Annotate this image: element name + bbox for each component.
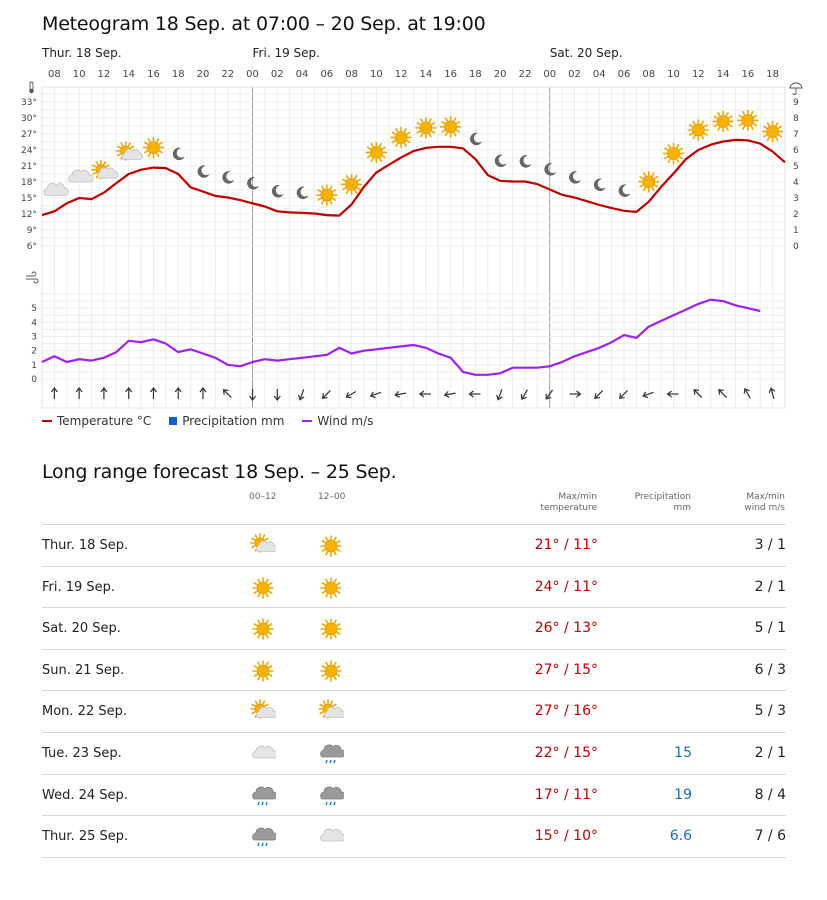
table-row: [42, 774, 786, 816]
wind-direction-arrow: [274, 389, 280, 400]
temp-tick: 6°: [26, 242, 37, 252]
row-temperature: 17° / 11°: [534, 786, 598, 803]
sun-icon: [250, 575, 276, 601]
hour-tick: 20: [493, 69, 507, 80]
row-temperature: 27° / 16°: [534, 703, 598, 720]
sun-icon: [738, 110, 758, 130]
hour-tick: 12: [97, 69, 111, 80]
hour-tick: 18: [469, 69, 482, 80]
precip-tick: 3: [793, 194, 799, 204]
wind-direction-arrow: [175, 388, 181, 399]
legend-precipitation-label: Precipitation mm: [182, 414, 285, 428]
wind-icon: [26, 272, 38, 283]
row-temperature: 21° / 11°: [534, 537, 598, 553]
row-day: Thur. 25 Sep.: [42, 829, 129, 845]
temp-tick: 21°: [21, 162, 37, 172]
partly-sunny-icon: [318, 699, 344, 725]
sun-icon: [317, 185, 337, 205]
row-day: Wed. 24 Sep.: [42, 787, 128, 803]
row-wind: 5 / 3: [754, 703, 786, 720]
wind-tick: 3: [31, 332, 37, 343]
hour-tick: 10: [667, 69, 680, 80]
long-range-title: Long range forecast 18 Sep. – 25 Sep.: [42, 461, 397, 483]
sun-icon: [713, 111, 733, 131]
temp-tick: 33°: [21, 98, 37, 108]
day-label: Thur. 18 Sep.: [42, 46, 122, 60]
hour-tick: 08: [642, 69, 656, 80]
cloud-icon: [250, 741, 276, 767]
table-row: [42, 607, 786, 649]
col-header-temperature: [540, 492, 597, 514]
partly-sunny-icon: [250, 699, 276, 725]
meteogram-title: Meteogram 18 Sep. at 07:00 – 20 Sep. at 19:00: [42, 13, 486, 35]
temp-tick: 30°: [21, 114, 37, 124]
grid: [42, 87, 785, 408]
sun-icon: [664, 143, 684, 163]
col-header-12-00: 12–00: [318, 492, 346, 502]
sun-icon: [639, 172, 659, 192]
wind-direction-arrow: [250, 389, 256, 400]
meteogram-chart: [0, 40, 827, 412]
rain-cloud-icon: [318, 783, 344, 809]
chart-legend: [42, 414, 373, 428]
table-row: [42, 649, 786, 691]
hour-tick: 00: [246, 69, 259, 80]
wind-direction-arrow: [76, 388, 82, 399]
legend-precipitation: [169, 414, 284, 428]
precip-tick: 6: [793, 146, 799, 156]
precip-tick: 2: [793, 210, 799, 220]
legend-wind: [302, 414, 373, 428]
partly-sunny-icon: [92, 161, 118, 179]
umbrella-icon: [790, 83, 802, 95]
row-wind: 3 / 1: [754, 537, 786, 553]
row-wind: 6 / 3: [754, 661, 786, 678]
col-header-precipitation-line1: Precipitation: [634, 492, 691, 502]
row-wind: 7 / 6: [754, 828, 786, 845]
row-wind: 8 / 4: [754, 786, 786, 803]
row-day: Sun. 21 Sep.: [42, 662, 125, 678]
cloud-icon: [69, 170, 93, 182]
sun-icon: [391, 127, 411, 147]
temp-tick: 9°: [26, 226, 37, 236]
partly-sunny-icon: [250, 533, 276, 559]
sun-icon: [763, 122, 783, 142]
row-day: Fri. 19 Sep.: [42, 579, 116, 595]
day-label: Sat. 20 Sep.: [549, 46, 623, 60]
partly-sunny-icon: [117, 142, 143, 160]
temp-tick: 12°: [21, 210, 37, 220]
sun-icon: [416, 118, 436, 138]
row-day: Thur. 18 Sep.: [42, 538, 129, 553]
col-header-precipitation: [635, 492, 691, 514]
sun-icon: [318, 575, 344, 601]
temp-tick: 15°: [21, 194, 37, 204]
wind-direction-arrow: [150, 388, 156, 399]
precip-tick: 8: [793, 114, 799, 124]
precip-tick: 1: [793, 226, 799, 236]
wind-direction-arrow: [101, 388, 107, 399]
wind-tick: 2: [31, 346, 37, 357]
row-day: Tue. 23 Sep.: [42, 746, 122, 761]
hour-tick: 06: [320, 69, 334, 80]
wind-direction-arrow: [126, 388, 132, 399]
temp-tick: 27°: [21, 130, 37, 140]
table-row: [42, 732, 786, 774]
legend-wind-label: Wind m/s: [317, 414, 374, 428]
row-precipitation: 19: [674, 786, 692, 803]
hour-tick: 08: [345, 69, 358, 80]
rain-cloud-icon: [318, 741, 344, 767]
row-precipitation: 6.6: [669, 828, 692, 845]
wind-direction-arrow: [51, 388, 57, 399]
hour-tick: 12: [394, 69, 408, 80]
legend-temperature-label: Temperature °C: [57, 414, 152, 428]
hour-tick: 14: [716, 69, 730, 80]
hour-tick: 22: [221, 69, 235, 80]
hour-tick: 18: [766, 69, 779, 80]
wind-direction-arrow: [200, 388, 206, 399]
row-temperature: 24° / 11°: [534, 578, 598, 595]
wind-tick: 4: [31, 318, 37, 329]
hour-tick: 16: [444, 69, 458, 80]
col-header-temperature-line1: Max/min: [558, 492, 597, 502]
cloud-icon: [318, 824, 344, 850]
temp-tick: 24°: [21, 146, 37, 156]
hour-tick: 16: [147, 69, 160, 80]
precip-tick: 9: [793, 98, 799, 108]
col-header-wind: [744, 492, 785, 514]
wind-tick: 1: [31, 360, 37, 371]
temp-tick: 18°: [21, 178, 37, 188]
hour-tick: 10: [72, 69, 86, 80]
wind-tick: 5: [31, 304, 37, 315]
hour-tick: 02: [270, 69, 284, 80]
table-row: [42, 524, 786, 566]
row-wind: 2 / 1: [754, 745, 786, 761]
rain-cloud-icon: [250, 824, 276, 850]
hour-tick: 06: [617, 69, 631, 80]
sun-icon: [318, 616, 344, 642]
hour-tick: 14: [122, 69, 136, 80]
day-label: Fri. 19 Sep.: [252, 46, 320, 60]
row-temperature: 26° / 13°: [534, 620, 598, 637]
row-day: Mon. 22 Sep.: [42, 704, 127, 720]
hour-tick: 04: [592, 69, 606, 80]
col-header-wind-line2: wind m/s: [744, 503, 785, 513]
col-header-precipitation-line2: mm: [673, 503, 691, 513]
rain-cloud-icon: [250, 783, 276, 809]
hour-tick: 00: [543, 69, 557, 80]
col-header-00-12: 00–12: [249, 492, 277, 502]
sun-icon: [318, 658, 344, 684]
legend-temperature: [42, 414, 151, 428]
hour-tick: 10: [369, 69, 383, 80]
cloud-icon: [44, 183, 68, 195]
sun-icon: [143, 138, 163, 158]
sun-icon: [366, 142, 386, 162]
hour-tick: 18: [171, 69, 185, 80]
table-row: [42, 690, 786, 732]
row-temperature: 22° / 15°: [534, 745, 598, 761]
row-temperature: 27° / 15°: [534, 661, 598, 678]
sun-icon: [250, 616, 276, 642]
row-wind: 5 / 1: [754, 620, 786, 637]
hour-tick: 04: [295, 69, 309, 80]
sun-icon: [342, 174, 362, 194]
precip-tick: 7: [793, 130, 799, 140]
wind-tick: 0: [31, 375, 37, 385]
hour-tick: 20: [196, 69, 210, 80]
precip-tick: 5: [793, 162, 799, 172]
col-header-temperature-line2: temperature: [540, 503, 597, 513]
row-wind: 2 / 1: [754, 578, 786, 595]
sun-icon: [688, 120, 708, 140]
hour-tick: 22: [518, 69, 532, 80]
row-day: Sat. 20 Sep.: [42, 621, 121, 637]
table-row: [42, 566, 786, 608]
sun-icon: [250, 658, 276, 684]
hour-tick: 12: [691, 69, 705, 80]
hour-tick: 16: [741, 69, 755, 80]
row-temperature: 15° / 10°: [534, 828, 598, 845]
sun-icon: [318, 533, 344, 559]
table-row: [42, 815, 786, 858]
precip-tick: 4: [793, 178, 799, 188]
thermometer-icon: [29, 82, 33, 93]
row-precipitation: 15: [674, 745, 692, 761]
precip-tick: 0: [793, 242, 799, 252]
hour-tick: 02: [568, 69, 581, 80]
col-header-wind-line1: Max/min: [746, 492, 785, 502]
hour-tick: 14: [419, 69, 433, 80]
hour-tick: 08: [48, 69, 61, 80]
